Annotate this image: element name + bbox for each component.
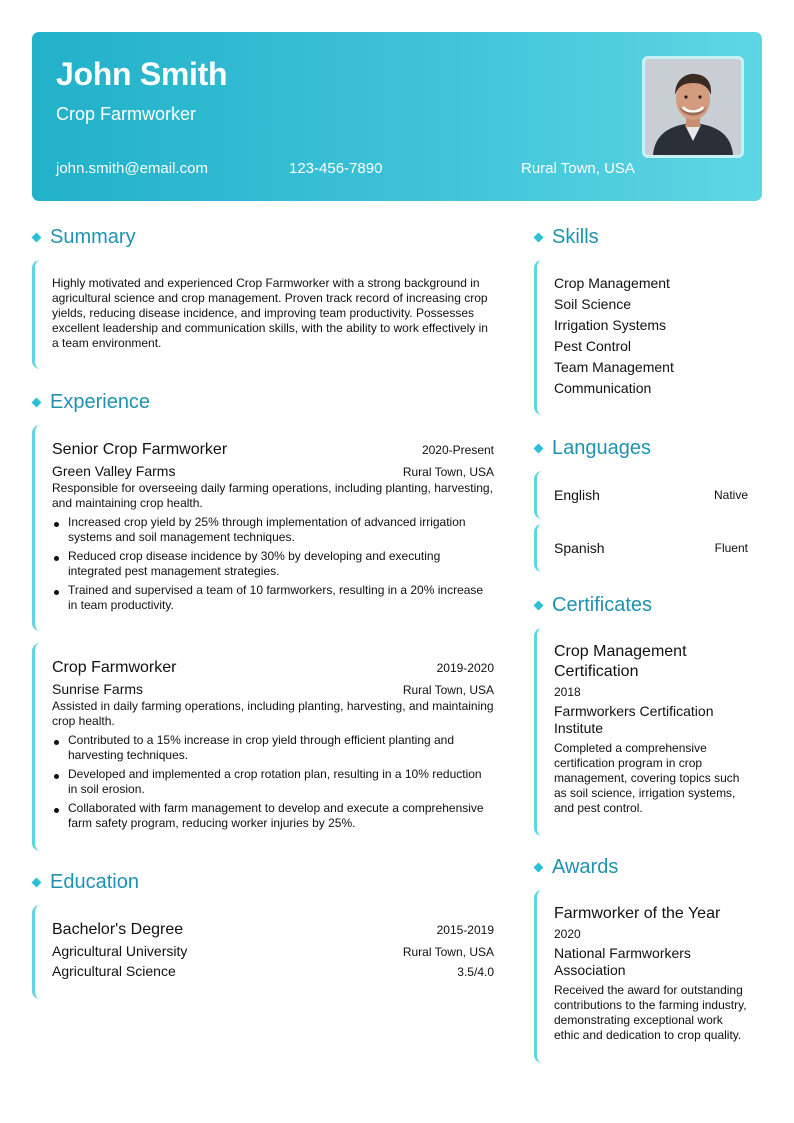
education-item: [32, 905, 494, 999]
skill-item: Crop Management: [554, 275, 670, 291]
resume-header: [32, 32, 762, 201]
field-of-study: Agricultural Science: [52, 963, 176, 979]
education-heading-text: Education: [50, 870, 139, 893]
diamond-bullet-icon: [32, 877, 42, 887]
school-location: Rural Town, USA: [402, 945, 494, 959]
skills-heading-text: Skills: [552, 225, 599, 248]
certificate-issuer: Farmworkers Certification Institute: [554, 703, 714, 736]
job-description: Assisted in daily farming operations, including planting, harvesting, and maintaining crop health.: [52, 699, 494, 728]
experience-item: [32, 643, 494, 851]
certificate-title: Crop Management Certification: [554, 643, 687, 680]
education-heading: [32, 871, 494, 893]
school-name: Agricultural University: [52, 943, 188, 959]
list-item: Trained and supervised a team of 10 farmworkers, resulting in a 20% increase in team productivity.: [52, 583, 494, 613]
list-item: Increased crop yield by 25% through implementation of advanced irrigation systems and soil management techniques.: [52, 515, 494, 545]
candidate-role: Crop Farmworker: [56, 104, 197, 124]
summary-text: Highly motivated and experienced Crop Farmworker with a strong background in agricultural science and crop management. Proven track record of increasing crop yields, reducing disease incidence, and improving team productivity. Possesses excellent leadership and communication skills, with the ability to work effectively in a team environment.: [52, 276, 488, 350]
list-item: Collaborated with farm management to develop and execute a comprehensive farm safety program, reducing worker injuries by 25%.: [52, 801, 494, 831]
language-name: Spanish: [554, 540, 605, 556]
experience-heading: [32, 391, 494, 413]
company-name: Sunrise Farms: [52, 681, 144, 697]
language-level: Fluent: [714, 541, 748, 555]
achievement-list: [52, 515, 494, 613]
certificates-heading: [534, 594, 748, 616]
job-dates: 2020-Present: [421, 443, 494, 457]
award-item: [534, 890, 748, 1063]
summary-card: [32, 260, 494, 369]
awards-heading-text: Awards: [552, 855, 619, 878]
certificate-description: Completed a comprehensive certification program in crop management, covering topics such as soil science, irrigation systems, and pest control.: [554, 741, 740, 815]
skill-item: Irrigation Systems: [554, 317, 667, 333]
skills-card: [534, 260, 748, 415]
profile-photo: [642, 56, 744, 158]
diamond-bullet-icon: [534, 443, 544, 453]
job-location: Rural Town, USA: [402, 465, 494, 479]
award-title: Farmworker of the Year: [554, 905, 721, 922]
left-column: [32, 226, 494, 999]
job-dates: 2019-2020: [436, 661, 494, 675]
skill-item: Soil Science: [554, 296, 632, 312]
certificate-item: [534, 628, 748, 836]
email-text: john.smith@email.com: [56, 160, 208, 177]
award-year: 2020: [554, 927, 581, 941]
diamond-bullet-icon: [32, 232, 42, 242]
list-item: Reduced crop disease incidence by 30% by developing and executing integrated pest management strategies.: [52, 549, 494, 579]
languages-heading: [534, 437, 748, 459]
candidate-name: John Smith: [56, 56, 228, 92]
language-item: [534, 471, 748, 519]
job-title: Crop Farmworker: [52, 659, 177, 676]
experience-item: [32, 425, 494, 631]
languages-heading-text: Languages: [552, 436, 651, 459]
skill-item: Team Management: [554, 359, 674, 375]
degree-name: Bachelor's Degree: [52, 921, 184, 938]
phone-text: 123-456-7890: [289, 160, 383, 177]
skill-item: Pest Control: [554, 338, 632, 354]
certificate-year: 2018: [554, 685, 581, 699]
skills-heading: [534, 226, 748, 248]
right-column: [534, 226, 748, 1063]
diamond-bullet-icon: [534, 600, 544, 610]
language-name: English: [554, 487, 600, 503]
certificates-heading-text: Certificates: [552, 593, 653, 616]
diamond-bullet-icon: [534, 862, 544, 872]
awards-heading: [534, 856, 748, 878]
summary-heading: [32, 226, 494, 248]
experience-heading-text: Experience: [50, 390, 151, 413]
diamond-bullet-icon: [534, 232, 544, 242]
job-title: Senior Crop Farmworker: [52, 441, 228, 458]
language-item: [534, 524, 748, 572]
job-description: Responsible for overseeing daily farming operations, including planting, harvesting, and maintaining crop health.: [52, 481, 493, 510]
education-dates: 2015-2019: [436, 923, 494, 937]
list-item: Developed and implemented a crop rotation plan, resulting in a 10% reduction in soil erosion.: [52, 767, 494, 797]
award-issuer: National Farmworkers Association: [554, 945, 691, 978]
company-name: Green Valley Farms: [52, 463, 176, 479]
diamond-bullet-icon: [32, 397, 42, 407]
list-item: Contributed to a 15% increase in crop yield through efficient planting and harvesting techniques.: [52, 733, 494, 763]
skill-item: Communication: [554, 380, 652, 396]
gpa-value: 3.5/4.0: [457, 965, 494, 979]
person-portrait-icon: [645, 59, 741, 155]
summary-heading-text: Summary: [50, 225, 136, 248]
job-location: Rural Town, USA: [402, 683, 494, 697]
award-description: Received the award for outstanding contributions to the farming industry, demonstrating exceptional work ethic and dedication to crop quality.: [554, 983, 747, 1042]
language-level: Native: [713, 488, 748, 502]
location-text: Rural Town, USA: [521, 160, 635, 177]
achievement-list: [52, 733, 494, 831]
